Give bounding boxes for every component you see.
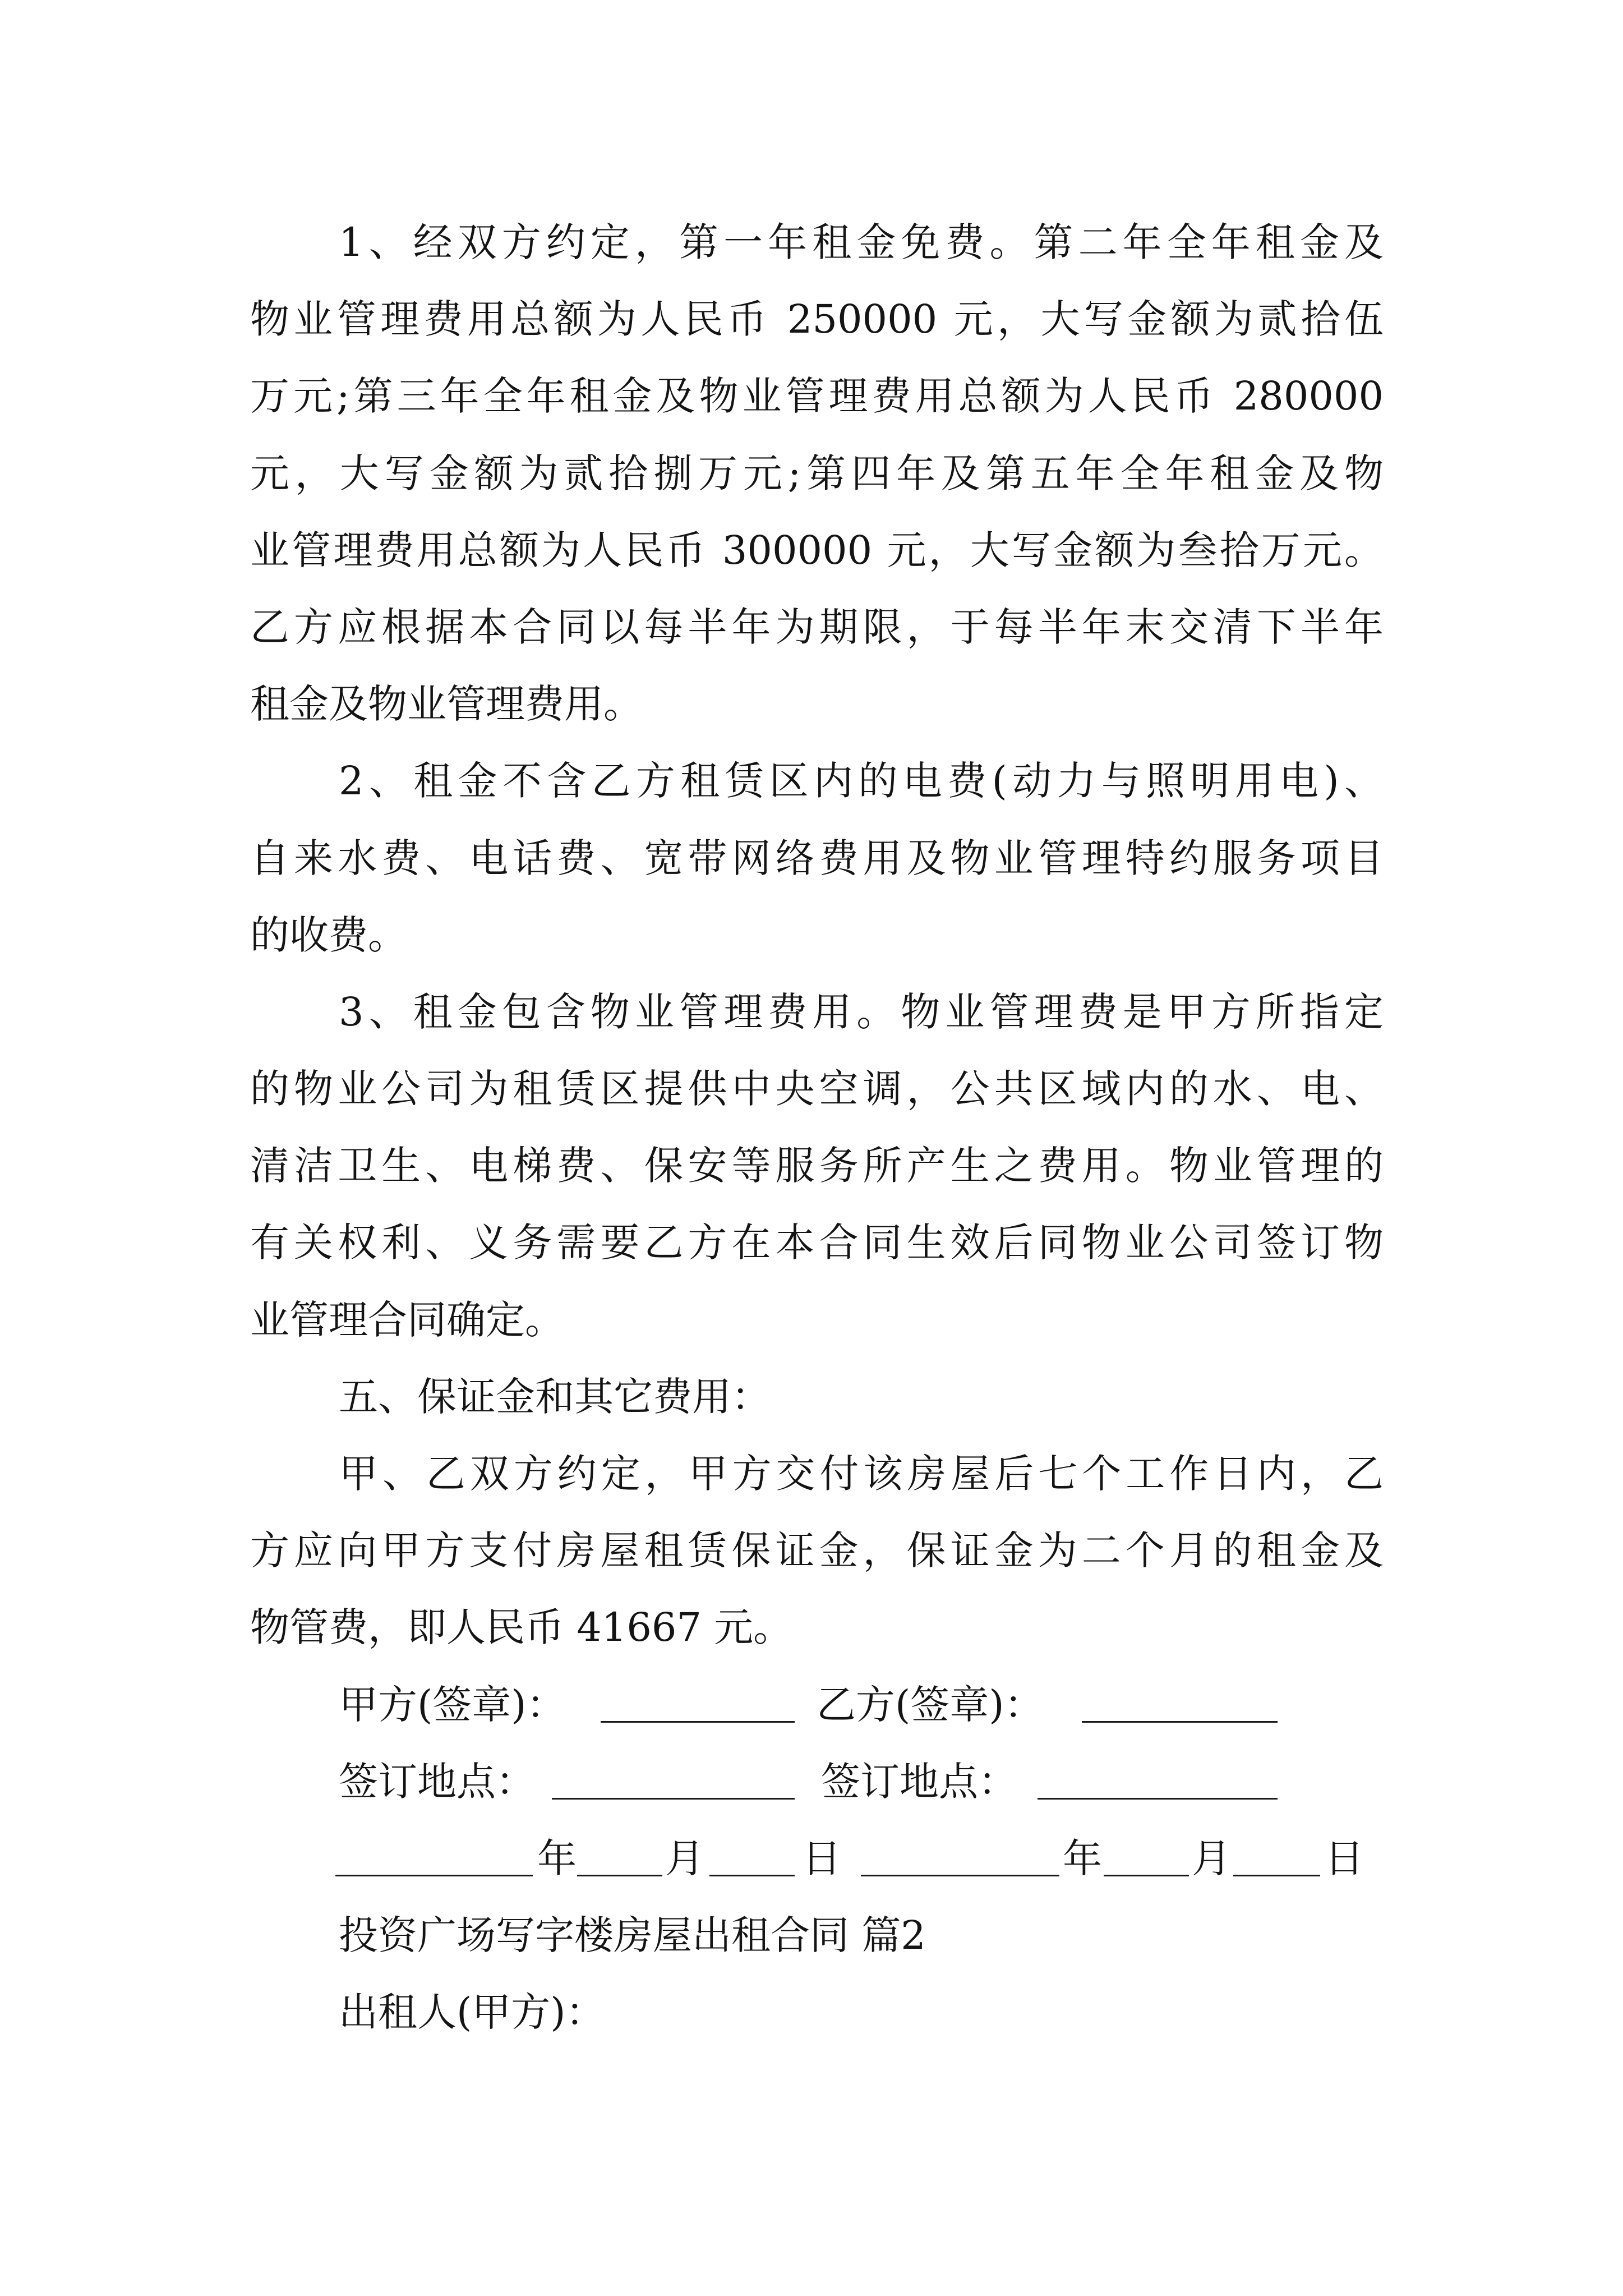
paragraph-line: 2、租金不含乙方租赁区内的电费(动力与照明用电)、 (339, 758, 1384, 804)
paragraph-line: 自来水费、电话费、宽带网络费用及物业管理特约服务项目 (250, 835, 1384, 881)
paragraph-line: 方应向甲方支付房屋租赁保证金，保证金为二个月的租金及 (250, 1527, 1384, 1574)
party-a-place-blank (552, 1743, 795, 1800)
paragraph-line: 清洁卫生、电梯费、保安等服务所产生之费用。物业管理的 (250, 1143, 1384, 1189)
signing-date-row (250, 1820, 1384, 1897)
party-b-place-label: 签订地点： (821, 1758, 1017, 1805)
signature-row (250, 1667, 1384, 1743)
paragraph-line: 物管费，即人民币 41667 元。 (250, 1604, 793, 1651)
paragraph-line: 的收费。 (250, 912, 407, 958)
paragraph-line: 元，大写金额为贰拾捌万元;第四年及第五年全年租金及物 (250, 450, 1384, 496)
paragraph-line: 业管理合同确定。 (250, 1296, 564, 1343)
paragraph-line: 有关权利、义务需要乙方在本合同生效后同物业公司签订物 (250, 1220, 1384, 1266)
paragraph-line: 甲、乙双方约定，甲方交付该房屋后七个工作日内，乙 (339, 1451, 1384, 1497)
paragraph-line: 1、经双方约定，第一年租金免费。第二年全年租金及 (339, 219, 1384, 265)
party-a-signature-label: 甲方(签章)： (339, 1681, 566, 1728)
paragraph-line: 租金及物业管理费用。 (250, 681, 643, 728)
party-b-signature-label: 乙方(签章)： (817, 1681, 1044, 1728)
contract-body (250, 204, 1384, 2051)
year-label: 年 (537, 1835, 577, 1881)
paragraph-line: 业管理费用总额为人民币 300000 元，大写金额为叁拾万元。 (250, 527, 1384, 573)
next-contract-title: 投资广场写字楼房屋出租合同 篇2 (339, 1912, 926, 1959)
month-label: 月 (1192, 1835, 1231, 1881)
signing-place-row (250, 1743, 1384, 1820)
party-b-day-blank (1233, 1820, 1320, 1876)
day-label: 日 (1325, 1835, 1364, 1881)
lessor-label: 出租人(甲方)： (339, 1989, 605, 2036)
paragraph-line: 乙方应根据本合同以每半年为期限，于每半年末交清下半年 (250, 604, 1384, 650)
month-label: 月 (665, 1835, 704, 1881)
party-a-day-blank (709, 1820, 795, 1876)
paragraph-line: 万元;第三年全年租金及物业管理费用总额为人民币 280000 (250, 373, 1384, 420)
day-label: 日 (802, 1835, 841, 1881)
paragraph-line: 的物业公司为租赁区提供中央空调，公共区域内的水、电、 (250, 1066, 1384, 1112)
party-b-month-blank (1104, 1820, 1189, 1876)
party-a-signature-blank (601, 1667, 795, 1723)
party-b-year-blank (861, 1820, 1059, 1876)
party-a-place-label: 签订地点： (339, 1758, 535, 1805)
year-label: 年 (1063, 1835, 1102, 1881)
party-a-month-blank (577, 1820, 662, 1876)
paragraph-line: 3、租金包含物业管理费用。物业管理费是甲方所指定 (339, 988, 1384, 1035)
section-heading: 五、保证金和其它费用： (339, 1373, 771, 1420)
party-a-year-blank (335, 1820, 533, 1876)
paragraph-line: 物业管理费用总额为人民币 250000 元，大写金额为贰拾伍 (250, 296, 1384, 343)
party-b-place-blank (1038, 1743, 1278, 1800)
party-b-signature-blank (1082, 1667, 1278, 1723)
